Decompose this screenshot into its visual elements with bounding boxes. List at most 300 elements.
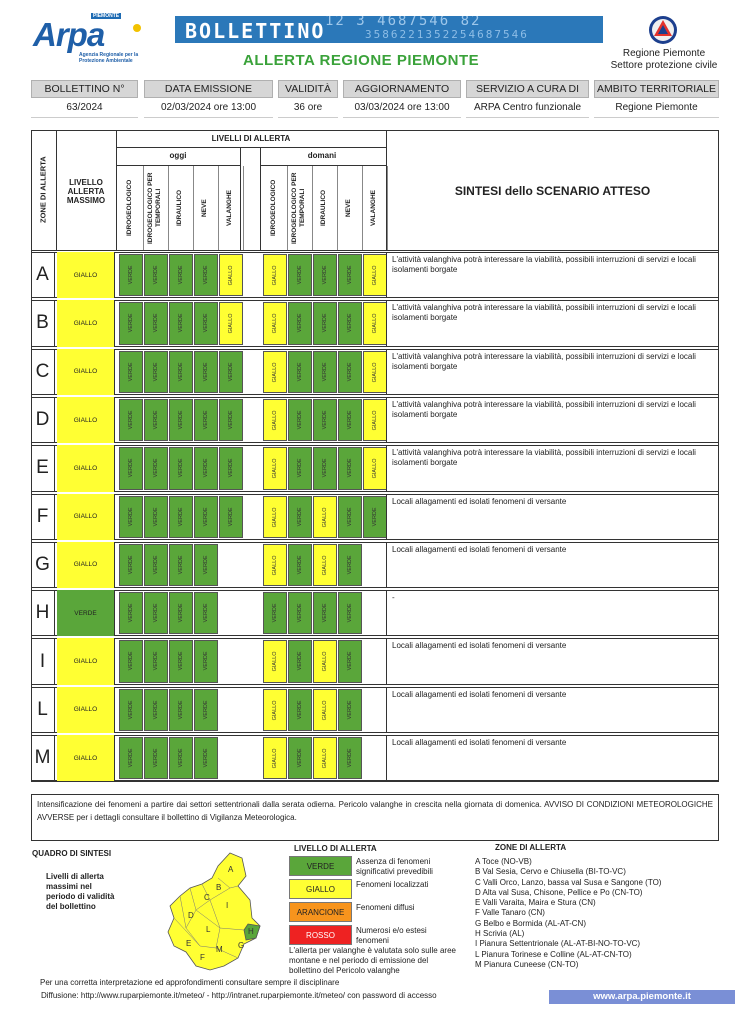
today-level-cell xyxy=(144,302,168,344)
levels-header: LIVELLI DI ALLERTA xyxy=(211,134,291,143)
level-label: VERDE xyxy=(153,603,159,623)
banner-digits: 12 3 4687546 82 xyxy=(325,16,482,29)
map-zone-label: E xyxy=(186,939,192,948)
zone-list-item: F Valle Tanaro (CN) xyxy=(475,908,545,918)
divider xyxy=(386,130,387,250)
tomorrow-level-cell xyxy=(313,447,337,489)
meta-label: DATA EMISSIONE xyxy=(144,80,273,98)
meta-label: SERVIZIO A CURA DI xyxy=(466,80,589,98)
legend-swatch: GIALLO xyxy=(289,879,352,899)
level-label: VERDE xyxy=(128,652,134,672)
tomorrow-level-cell xyxy=(288,689,312,731)
max-level-cell: GIALLO xyxy=(57,300,115,346)
today-level-cell xyxy=(119,737,143,779)
level-label: GIALLO xyxy=(322,699,328,720)
divider xyxy=(243,166,244,250)
logo-tagline: Agenzia Regionale per la Protezione Ambientale xyxy=(79,52,139,64)
level-label: GIALLO xyxy=(372,458,378,479)
level-label: VERDE xyxy=(178,507,184,527)
tomorrow-level-cell xyxy=(288,640,312,682)
level-label: VERDE xyxy=(347,748,353,768)
level-label: VERDE xyxy=(203,555,209,575)
tomorrow-level-cell xyxy=(363,351,387,393)
level-label: VERDE xyxy=(203,748,209,768)
level-label: VERDE xyxy=(178,555,184,575)
today-level-cell xyxy=(194,254,218,296)
level-label: VERDE xyxy=(322,603,328,623)
meta-value: 02/03/2024 ore 13:00 xyxy=(144,98,273,118)
today-level-cell xyxy=(169,351,193,393)
divider xyxy=(116,130,117,250)
level-label: GIALLO xyxy=(228,265,234,286)
today-level-cell xyxy=(119,640,143,682)
today-level-cell xyxy=(119,399,143,441)
tomorrow-level-cell xyxy=(313,351,337,393)
meta-label: AGGIORNAMENTO xyxy=(343,80,461,98)
level-label: VERDE xyxy=(153,265,159,285)
level-label: GIALLO xyxy=(372,361,378,382)
max-level-cell: GIALLO xyxy=(57,494,115,540)
level-label: VERDE xyxy=(322,314,328,333)
zone-list-item: B Val Sesia, Cervo e Chiusella (BI-TO-VC) xyxy=(475,867,626,877)
level-label: VERDE xyxy=(178,410,184,430)
max-level-header: LIVELLO ALLERTA MASSIMO xyxy=(66,178,106,205)
tomorrow-level-cell xyxy=(338,689,362,731)
level-label: VERDE xyxy=(203,507,209,527)
level-label: VERDE xyxy=(128,314,134,333)
tomorrow-column-header: VALANGHE xyxy=(370,190,377,226)
level-label: VERDE xyxy=(153,362,159,382)
map-zone-label: B xyxy=(216,883,222,892)
today-level-cell xyxy=(169,544,193,586)
level-label: GIALLO xyxy=(272,651,278,672)
banner-title: BOLLETTINO xyxy=(185,19,326,43)
today-level-cell xyxy=(169,592,193,634)
max-level-cell: GIALLO xyxy=(57,735,115,781)
level-label: VERDE xyxy=(178,603,184,623)
zone-letter: M xyxy=(31,735,55,781)
tomorrow-level-cell xyxy=(338,592,362,634)
zones-list xyxy=(475,857,661,970)
level-label: GIALLO xyxy=(272,748,278,769)
tomorrow-level-cell xyxy=(313,254,337,296)
today-level-cell xyxy=(144,592,168,634)
legend-swatch: VERDE xyxy=(289,856,352,876)
arpa-logo xyxy=(33,10,139,64)
level-label: VERDE xyxy=(203,652,209,672)
tomorrow-level-cell xyxy=(263,399,287,441)
level-label: GIALLO xyxy=(322,506,328,527)
zone-letter: I xyxy=(31,638,55,684)
tomorrow-level-cell xyxy=(263,254,287,296)
zone-list-item: E Valli Varaita, Maira e Stura (CN) xyxy=(475,898,596,908)
level-label: VERDE xyxy=(322,265,328,285)
tomorrow-level-cell xyxy=(338,351,362,393)
zone-column-header: ZONE DI ALLERTA xyxy=(38,156,48,224)
tomorrow-level-cell xyxy=(363,496,387,538)
scenario-description: Locali allagamenti ed isolati fenomeni di versante xyxy=(386,687,719,733)
divider xyxy=(116,165,240,166)
today-level-cell xyxy=(169,447,193,489)
level-label: VERDE xyxy=(203,603,209,623)
piemonte-zone-map xyxy=(160,848,270,973)
max-level-cell: GIALLO xyxy=(57,397,115,443)
level-label: VERDE xyxy=(297,265,303,285)
divider xyxy=(240,147,241,250)
tomorrow-column-header: IDRAULICO xyxy=(320,189,327,227)
tomorrow-level-cell xyxy=(313,544,337,586)
meta-value: 36 ore xyxy=(278,98,338,118)
level-label: GIALLO xyxy=(272,410,278,431)
zone-letter: A xyxy=(31,252,55,298)
scenario-description: Locali allagamenti ed isolati fenomeni di versante xyxy=(386,735,719,781)
today-level-cell xyxy=(194,447,218,489)
level-label: VERDE xyxy=(297,700,303,720)
meta-emissione xyxy=(144,80,273,121)
today-level-cell xyxy=(194,544,218,586)
level-label: VERDE xyxy=(153,314,159,333)
level-label: VERDE xyxy=(297,314,303,333)
zone-letter: E xyxy=(31,445,55,491)
logo-region-label: PIEMONTE xyxy=(93,13,120,19)
tomorrow-level-cell xyxy=(338,496,362,538)
level-label: VERDE xyxy=(153,555,159,575)
legend-text: Assenza di fenomeni significativi prevedibili xyxy=(356,857,433,876)
tomorrow-level-cell xyxy=(288,351,312,393)
scenario-description: L'attività valanghiva potrà interessare la viabilità, possibili interruzioni di servizi e locali isolamenti borgate xyxy=(386,397,719,443)
zone-letter: D xyxy=(31,397,55,443)
today-column-header: VALANGHE xyxy=(226,190,233,226)
zone-list-item: C Valli Orco, Lanzo, bassa val Susa e Sangone (TO) xyxy=(475,877,662,887)
level-label: VERDE xyxy=(128,603,134,623)
level-label: VERDE xyxy=(203,314,209,333)
legend-text: Fenomeni diffusi xyxy=(356,903,415,912)
tomorrow-level-cell xyxy=(288,592,312,634)
tomorrow-level-cell xyxy=(313,496,337,538)
zone-letter: H xyxy=(31,590,55,636)
today-level-cell xyxy=(219,496,243,538)
sintesi-header: SINTESI dello SCENARIO ATTESO xyxy=(454,184,651,198)
level-label: GIALLO xyxy=(272,313,278,334)
tomorrow-level-cell xyxy=(313,399,337,441)
meta-label: AMBITO TERRITORIALE xyxy=(594,80,719,98)
level-label: VERDE xyxy=(153,507,159,527)
page-title: ALLERTA REGIONE PIEMONTE xyxy=(243,52,480,69)
today-level-cell xyxy=(169,496,193,538)
divider xyxy=(260,165,386,166)
tomorrow-level-cell xyxy=(338,447,362,489)
legend-title: LIVELLO DI ALLERTA xyxy=(294,844,377,853)
zone-list-item: I Pianura Settentrionale (AL-AT-BI-NO-TO-VC) xyxy=(475,939,641,949)
zone-list-item: D Alta val Susa, Chisone, Pellice e Po (CN-TO) xyxy=(475,887,643,897)
level-label: VERDE xyxy=(203,362,209,382)
level-label: GIALLO xyxy=(272,458,278,479)
level-label: VERDE xyxy=(128,700,134,720)
level-label: VERDE xyxy=(322,410,328,430)
level-label: VERDE xyxy=(297,458,303,478)
level-label: VERDE xyxy=(347,362,353,382)
level-label: VERDE xyxy=(347,410,353,430)
today-level-cell xyxy=(144,399,168,441)
level-label: VERDE xyxy=(128,748,134,768)
level-label: GIALLO xyxy=(322,748,328,769)
today-column-header: IDROGEOLOGICO xyxy=(126,179,133,237)
level-label: GIALLO xyxy=(372,313,378,334)
legend-text: Fenomeni localizzati xyxy=(356,880,429,889)
level-label: GIALLO xyxy=(272,265,278,286)
today-level-cell xyxy=(119,496,143,538)
level-label: VERDE xyxy=(153,748,159,768)
meta-ambito xyxy=(594,80,719,121)
today-level-cell xyxy=(119,302,143,344)
level-label: GIALLO xyxy=(272,699,278,720)
today-level-cell xyxy=(194,737,218,779)
tomorrow-level-cell xyxy=(313,592,337,634)
level-label: VERDE xyxy=(347,314,353,333)
level-label: GIALLO xyxy=(372,410,378,431)
map-zone-label: H xyxy=(248,927,254,936)
scenario-description: L'attività valanghiva potrà interessare la viabilità, possibili interruzioni di servizi e locali isolamenti borgate xyxy=(386,349,719,395)
today-level-cell xyxy=(119,689,143,731)
level-label: VERDE xyxy=(347,265,353,285)
tomorrow-level-cell xyxy=(288,447,312,489)
meta-value: Regione Piemonte xyxy=(594,98,719,118)
level-label: VERDE xyxy=(153,458,159,478)
tomorrow-level-cell xyxy=(263,302,287,344)
scenario-description: L'attività valanghiva potrà interessare la viabilità, possibili interruzioni di servizi e locali isolamenti borgate xyxy=(386,252,719,298)
logo-wordmark: Arpa xyxy=(33,16,105,53)
level-label: VERDE xyxy=(228,362,234,382)
today-level-cell xyxy=(194,592,218,634)
level-label: VERDE xyxy=(297,603,303,623)
max-level-cell: GIALLO xyxy=(57,349,115,395)
today-level-cell xyxy=(219,351,243,393)
today-level-cell xyxy=(219,254,243,296)
level-label: VERDE xyxy=(203,410,209,430)
today-level-cell xyxy=(119,544,143,586)
today-level-cell xyxy=(169,302,193,344)
scenario-description: L'attività valanghiva potrà interessare la viabilità, possibili interruzioni di servizi e locali isolamenti borgate xyxy=(386,300,719,346)
level-label: VERDE xyxy=(153,700,159,720)
region-name: Regione Piemonte xyxy=(622,48,706,59)
today-level-cell xyxy=(119,351,143,393)
level-label: VERDE xyxy=(228,507,234,527)
tomorrow-level-cell xyxy=(288,737,312,779)
tomorrow-level-cell xyxy=(263,689,287,731)
level-label: VERDE xyxy=(322,458,328,478)
tomorrow-column-header: IDROGEOLOGICO PER TEMPORALI xyxy=(291,172,306,244)
divider xyxy=(116,147,386,148)
tomorrow-column-header: IDROGEOLOGICO xyxy=(270,179,277,237)
level-label: VERDE xyxy=(347,507,353,527)
level-label: VERDE xyxy=(372,507,378,527)
diffusion-text: Diffusione: http://www.ruparpiemonte.it/meteo/ - http://intranet.ruparpiemonte.it/meteo/ con password di accesso xyxy=(41,991,437,1000)
tomorrow-level-cell xyxy=(313,689,337,731)
bollettino-banner xyxy=(175,16,603,43)
map-zone-label: D xyxy=(188,911,194,920)
tomorrow-level-cell xyxy=(288,254,312,296)
scenario-description: Locali allagamenti ed isolati fenomeni di versante xyxy=(386,494,719,540)
meta-validita xyxy=(278,80,338,121)
level-label: VERDE xyxy=(228,410,234,430)
tomorrow-level-cell xyxy=(363,447,387,489)
level-label: VERDE xyxy=(128,555,134,575)
website-link[interactable]: www.arpa.piemonte.it xyxy=(549,990,735,1004)
tomorrow-level-cell xyxy=(338,737,362,779)
map-zone-label: C xyxy=(204,893,210,902)
level-label: VERDE xyxy=(297,555,303,575)
protezione-civile-icon xyxy=(648,15,678,45)
meta-value: 03/03/2024 ore 13:00 xyxy=(343,98,461,118)
today-level-cell xyxy=(119,254,143,296)
today-column-header: IDROGEOLOGICO PER TEMPORALI xyxy=(147,172,162,244)
level-label: VERDE xyxy=(322,362,328,382)
level-label: VERDE xyxy=(203,458,209,478)
zone-list-item: G Belbo e Bormida (AL-AT-CN) xyxy=(475,918,586,928)
today-level-cell xyxy=(194,496,218,538)
level-label: VERDE xyxy=(178,748,184,768)
zone-letter: B xyxy=(31,300,55,346)
max-level-cell: GIALLO xyxy=(57,445,115,491)
region-department: Settore protezione civile xyxy=(610,60,718,71)
today-level-cell xyxy=(194,399,218,441)
level-label: VERDE xyxy=(347,652,353,672)
today-header: oggi xyxy=(169,151,187,160)
tomorrow-level-cell xyxy=(288,544,312,586)
today-level-cell xyxy=(119,592,143,634)
level-label: VERDE xyxy=(178,652,184,672)
level-label: GIALLO xyxy=(322,651,328,672)
level-label: GIALLO xyxy=(322,555,328,575)
divider xyxy=(31,250,719,251)
zone-list-item: H Scrivia (AL) xyxy=(475,929,525,939)
zone-letter: L xyxy=(31,687,55,733)
meta-label: VALIDITÀ xyxy=(278,80,338,98)
quadro-description: Livelli di allerta massimi nel periodo di validità del bollettino xyxy=(46,872,115,911)
divider xyxy=(260,147,261,250)
tomorrow-level-cell xyxy=(338,640,362,682)
level-label: GIALLO xyxy=(272,361,278,382)
level-label: VERDE xyxy=(297,748,303,768)
max-level-cell: GIALLO xyxy=(57,687,115,733)
tomorrow-level-cell xyxy=(263,737,287,779)
tomorrow-level-cell xyxy=(263,496,287,538)
level-label: VERDE xyxy=(128,265,134,285)
today-level-cell xyxy=(144,689,168,731)
tomorrow-level-cell xyxy=(313,737,337,779)
max-level-cell: VERDE xyxy=(57,590,115,636)
level-label: GIALLO xyxy=(272,555,278,575)
level-label: VERDE xyxy=(347,555,353,575)
level-label: VERDE xyxy=(203,700,209,720)
level-label: VERDE xyxy=(153,652,159,672)
logo-dot xyxy=(133,24,141,32)
today-level-cell xyxy=(169,254,193,296)
tomorrow-level-cell xyxy=(363,254,387,296)
today-level-cell xyxy=(144,496,168,538)
level-label: VERDE xyxy=(347,603,353,623)
tomorrow-level-cell xyxy=(288,302,312,344)
tomorrow-level-cell xyxy=(313,302,337,344)
map-zone-label: I xyxy=(226,901,229,910)
meta-value: 63/2024 xyxy=(31,98,138,118)
today-level-cell xyxy=(169,399,193,441)
map-zone-label: M xyxy=(216,945,223,954)
tomorrow-level-cell xyxy=(338,302,362,344)
today-level-cell xyxy=(194,640,218,682)
tomorrow-level-cell xyxy=(288,399,312,441)
meta-bollettino xyxy=(31,80,138,121)
scenario-description: - xyxy=(386,590,719,636)
scenario-description: Locali allagamenti ed isolati fenomeni di versante xyxy=(386,638,719,684)
today-level-cell xyxy=(144,544,168,586)
today-level-cell xyxy=(144,640,168,682)
level-label: VERDE xyxy=(347,700,353,720)
legend-note: L'allerta per valanghe è valutata solo sulle aree montane e nel periodo di emissione del bollettino del Pericolo valanghe xyxy=(289,946,456,975)
tomorrow-level-cell xyxy=(263,640,287,682)
tomorrow-level-cell xyxy=(338,544,362,586)
level-label: VERDE xyxy=(128,362,134,382)
level-label: VERDE xyxy=(347,458,353,478)
level-label: VERDE xyxy=(228,458,234,478)
zones-title: ZONE DI ALLERTA xyxy=(495,843,567,852)
meta-label: BOLLETTINO N° xyxy=(31,80,138,98)
today-level-cell xyxy=(219,447,243,489)
alert-table xyxy=(31,130,719,782)
meta-aggiornamento xyxy=(343,80,461,121)
today-level-cell xyxy=(169,737,193,779)
today-level-cell xyxy=(194,689,218,731)
map-zone-label: A xyxy=(228,865,234,874)
legend-swatch: ARANCIONE xyxy=(289,902,352,922)
meta-servizio xyxy=(466,80,589,121)
today-level-cell xyxy=(144,254,168,296)
level-label: VERDE xyxy=(297,410,303,430)
level-label: VERDE xyxy=(178,314,184,333)
today-level-cell xyxy=(169,689,193,731)
level-label: VERDE xyxy=(272,603,278,623)
tomorrow-level-cell xyxy=(363,302,387,344)
tomorrow-level-cell xyxy=(263,544,287,586)
level-label: VERDE xyxy=(178,458,184,478)
tomorrow-column-header: NEVE xyxy=(345,199,352,217)
zone-letter: F xyxy=(31,494,55,540)
quadro-title: QUADRO DI SINTESI xyxy=(32,849,112,858)
scenario-description: L'attività valanghiva potrà interessare la viabilità, possibili interruzioni di servizi e locali isolamenti borgate xyxy=(386,445,719,491)
divider xyxy=(387,166,388,250)
zone-list-item: M Pianura Cuneese (CN-TO) xyxy=(475,959,579,969)
zone-list-item: A Toce (NO-VB) xyxy=(475,857,532,866)
tomorrow-level-cell xyxy=(263,351,287,393)
zone-letter: G xyxy=(31,542,55,588)
level-label: VERDE xyxy=(178,265,184,285)
forecast-note: Intensificazione dei fenomeni a partire dai settori settentrionali dalla serata odierna. Pericolo valanghe in crescita nella giornata di domenica. AVVISO DI CONDIZIONI METEOROLOGICHE AVVERSE per i dettagli consultare il bollettino di Vigilanza Meteorologica. xyxy=(31,794,719,841)
level-label: VERDE xyxy=(178,700,184,720)
max-level-cell: GIALLO xyxy=(57,638,115,684)
tomorrow-level-cell xyxy=(338,254,362,296)
level-label: VERDE xyxy=(128,458,134,478)
legend-text: Numerosi e/o estesi fenomeni xyxy=(356,926,427,945)
max-level-cell: GIALLO xyxy=(57,252,115,298)
level-label: VERDE xyxy=(153,410,159,430)
today-level-cell xyxy=(219,399,243,441)
today-level-cell xyxy=(144,737,168,779)
level-label: VERDE xyxy=(128,507,134,527)
today-column-header: IDRAULICO xyxy=(176,189,183,227)
today-column-header: NEVE xyxy=(201,199,208,217)
banner-digits-2: 3586221352254687546 xyxy=(365,28,529,41)
tomorrow-level-cell xyxy=(263,447,287,489)
